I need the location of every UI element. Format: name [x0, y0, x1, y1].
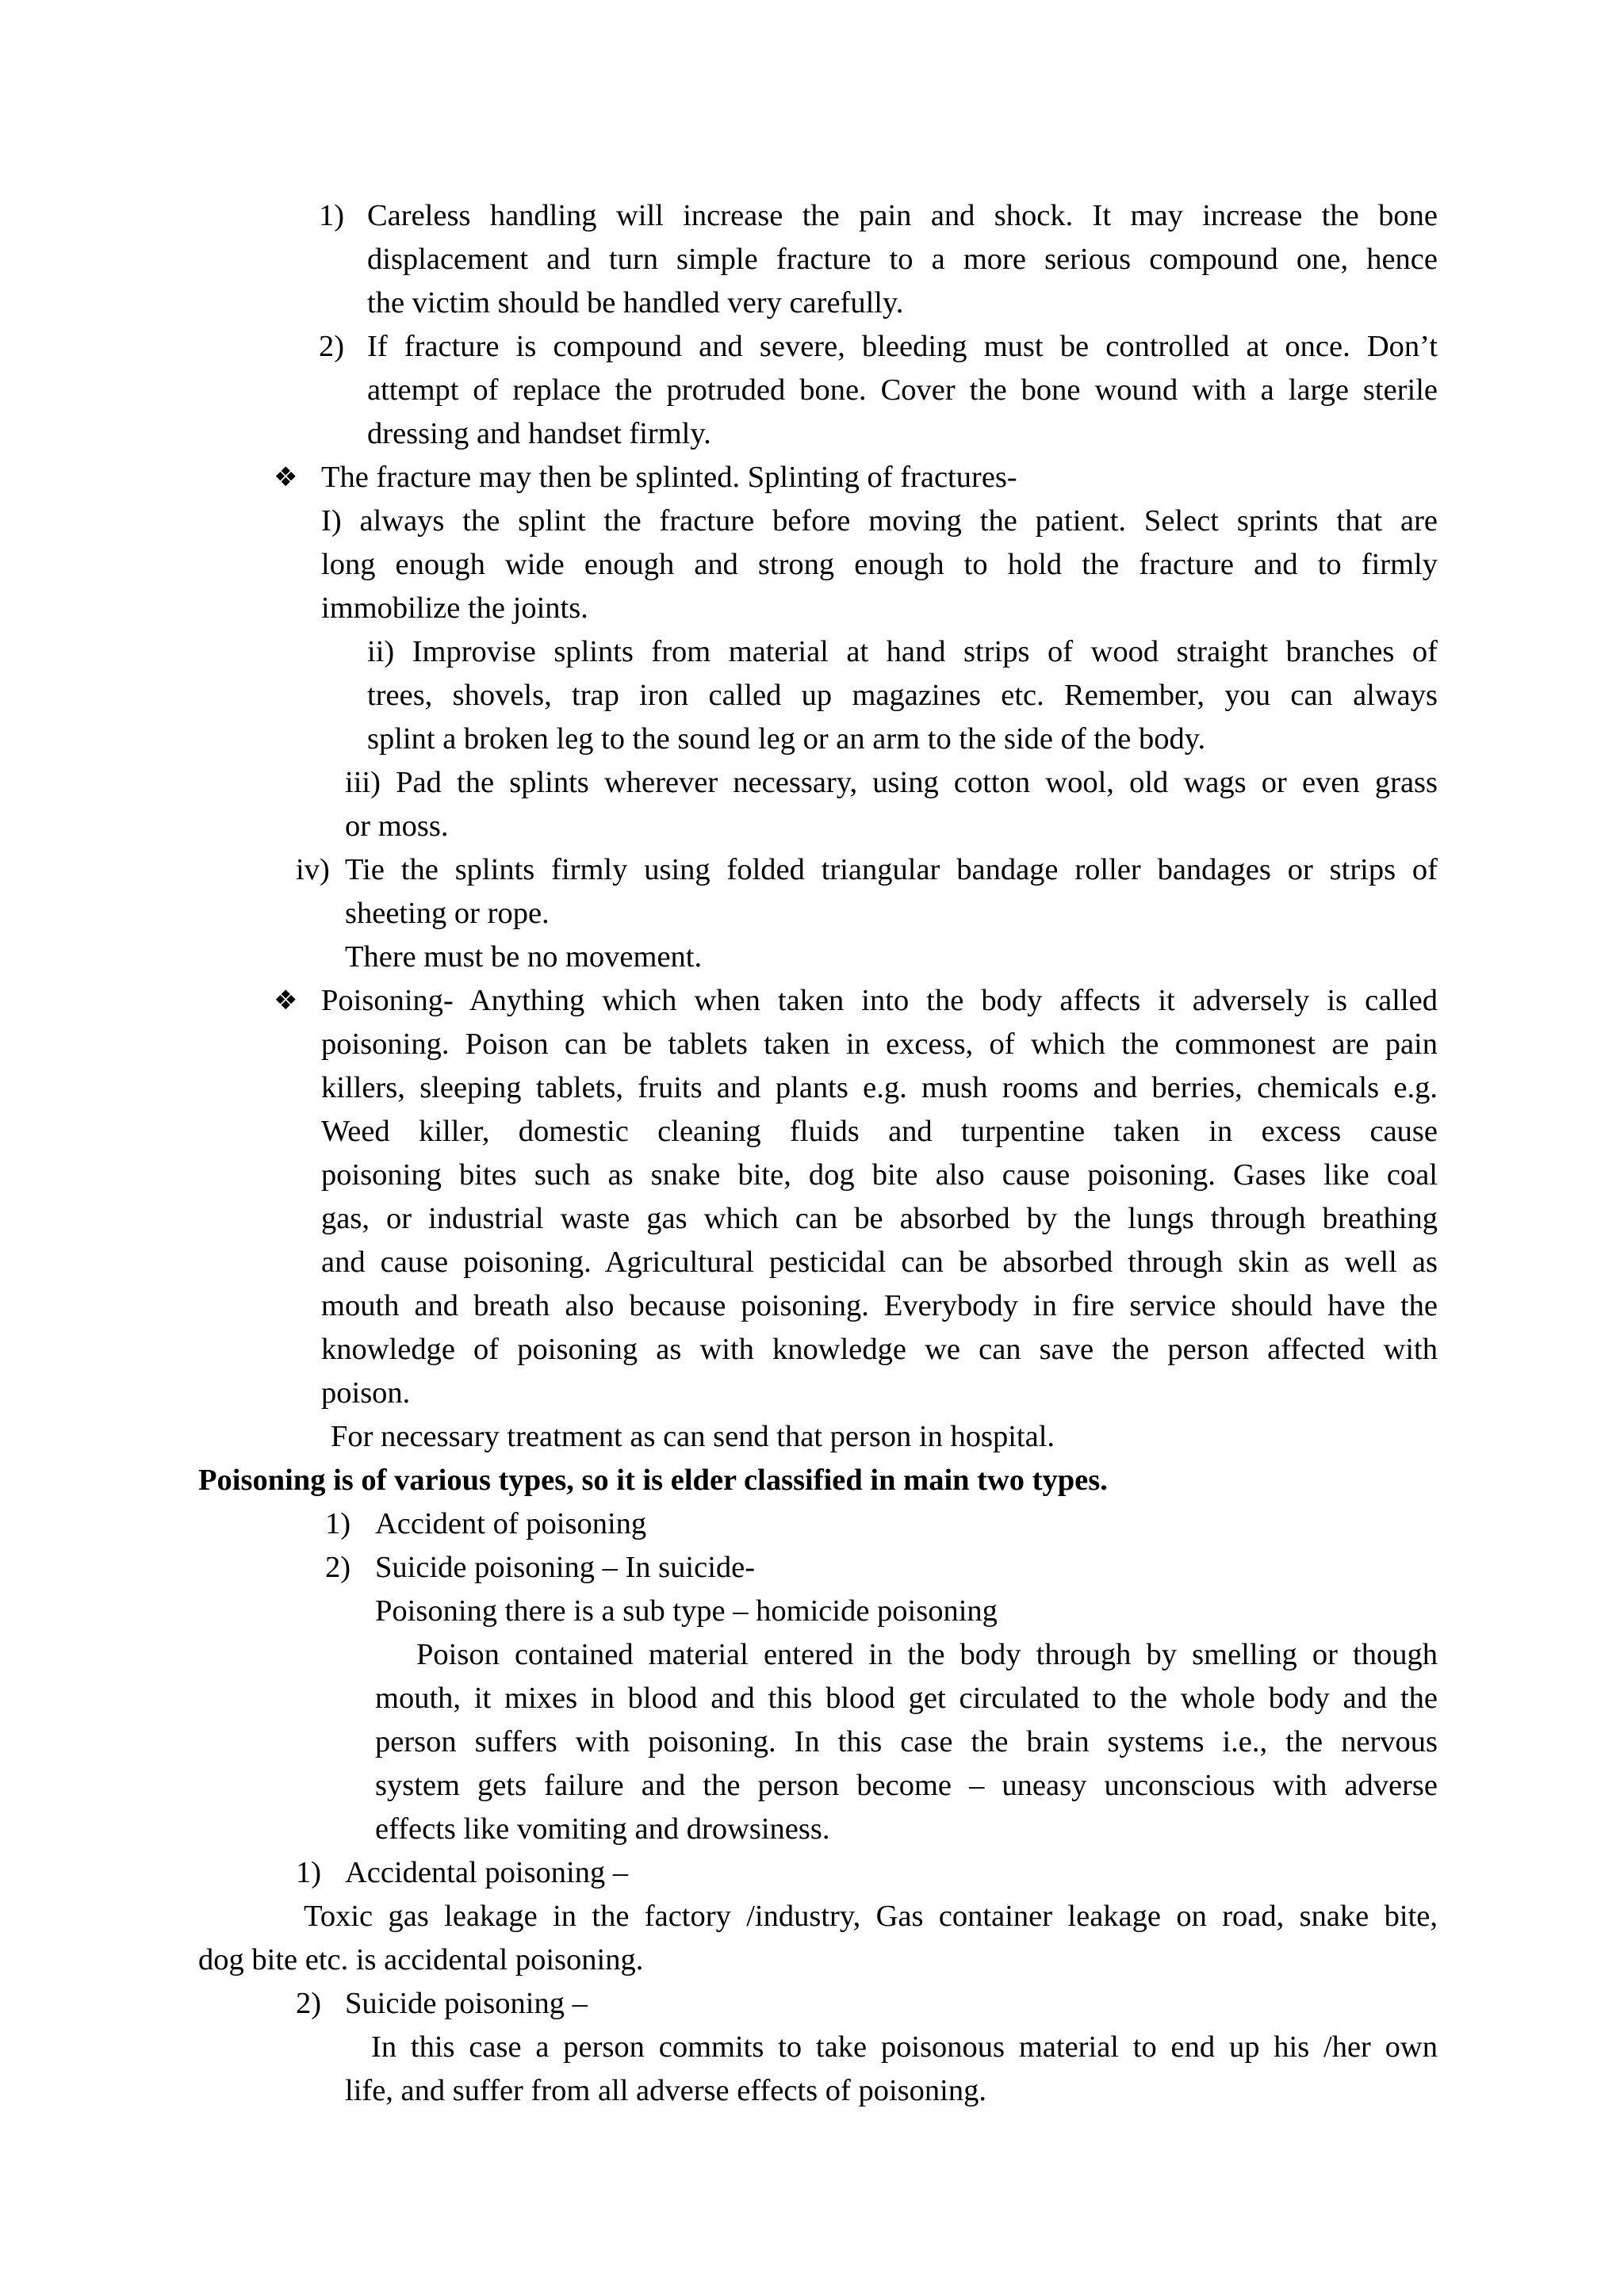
paragraph-line: If fracture is compound and severe, bleeding must be controlled at once. Don’t: [367, 330, 1438, 363]
list-number: 1): [325, 1507, 351, 1540]
paragraph-line: Poisoning there is a sub type – homicide poisoning: [375, 1594, 998, 1628]
list-item-text: Accident of poisoning: [375, 1507, 647, 1540]
paragraph-line: or moss.: [345, 809, 449, 843]
paragraph-line: dog bite etc. is accidental poisoning.: [198, 1943, 644, 1976]
list-number: 1): [296, 1856, 322, 1889]
paragraph-line: mouth and breath also because poisoning. Everybody in fire service should have the: [321, 1289, 1438, 1322]
paragraph-line: gas, or industrial waste gas which can be absorbed by the lungs through breathing: [321, 1202, 1438, 1235]
list-number: 2): [319, 330, 345, 363]
subsection-title: Suicide poisoning –: [345, 1987, 588, 2020]
paragraph-line: There must be no movement.: [345, 940, 703, 974]
paragraph-line: long enough wide enough and strong enough to hold the fracture and to firmly: [321, 548, 1438, 581]
paragraph-line: dressing and handset firmly.: [367, 417, 711, 450]
paragraph-line: the victim should be handled very carefully.: [367, 286, 904, 320]
diamond-bullet-icon: ❖: [274, 985, 298, 1016]
paragraph-line: I) always the splint the fracture before moving the patient. Select sprints that are: [321, 504, 1438, 538]
subsection-title: Accidental poisoning –: [345, 1856, 629, 1889]
paragraph-line: mouth, it mixes in blood and this blood get circulated to the whole body and the: [375, 1682, 1438, 1715]
paragraph-line: For necessary treatment as can send that person in hospital.: [331, 1420, 1055, 1453]
paragraph-line: effects like vomiting and drowsiness.: [375, 1812, 830, 1846]
paragraph-line: and cause poisoning. Agricultural pesticidal can be absorbed through skin as well as: [321, 1246, 1438, 1279]
paragraph-line: person suffers with poisoning. In this case the brain systems i.e., the nervous: [375, 1725, 1438, 1758]
paragraph-line: life, and suffer from all adverse effects of poisoning.: [345, 2074, 986, 2107]
paragraph-line: Poisoning- Anything which when taken into the body affects it adversely is called: [321, 984, 1438, 1017]
paragraph-line: iii) Pad the splints wherever necessary, using cotton wool, old wags or even grass: [345, 766, 1438, 799]
paragraph-line: attempt of replace the protruded bone. Cover the bone wound with a large sterile: [367, 373, 1438, 407]
paragraph-line: killers, sleeping tablets, fruits and plants e.g. mush rooms and berries, chemicals e.g.: [321, 1071, 1438, 1104]
list-number: iv): [296, 853, 330, 886]
paragraph-line: Careless handling will increase the pain and shock. It may increase the bone: [367, 199, 1438, 232]
list-number: 2): [296, 1987, 322, 2020]
paragraph-line: In this case a person commits to take poisonous material to end up his /her own: [371, 2030, 1438, 2064]
list-item-text: Suicide poisoning – In suicide-: [375, 1551, 756, 1584]
bold-heading: Poisoning is of various types, so it is elder classified in main two types.: [198, 1464, 1108, 1497]
list-number: 1): [319, 199, 345, 232]
paragraph-line: sheeting or rope.: [345, 897, 550, 930]
paragraph-line: displacement and turn simple fracture to a more serious compound one, hence: [367, 243, 1438, 276]
paragraph-line: Weed killer, domestic cleaning fluids and turpentine taken in excess cause: [321, 1115, 1438, 1148]
paragraph-line: Tie the splints firmly using folded triangular bandage roller bandages or strips of: [345, 853, 1438, 886]
paragraph-line: splint a broken leg to the sound leg or an arm to the side of the body.: [367, 722, 1206, 756]
list-number: 2): [325, 1551, 351, 1584]
paragraph-line: poisoning bites such as snake bite, dog bite also cause poisoning. Gases like coal: [321, 1158, 1438, 1192]
paragraph-line: immobilize the joints.: [321, 591, 588, 625]
paragraph-line: trees, shovels, trap iron called up magazines etc. Remember, you can always: [367, 679, 1438, 712]
section-heading: The fracture may then be splinted. Splinting of fractures-: [321, 461, 1017, 494]
paragraph-line: Poison contained material entered in the body through by smelling or though: [416, 1638, 1438, 1671]
paragraph-line: system gets failure and the person become – uneasy unconscious with adverse: [375, 1769, 1438, 1802]
paragraph-line: poison.: [321, 1376, 411, 1410]
diamond-bullet-icon: ❖: [274, 461, 298, 493]
paragraph-line: ii) Improvise splints from material at hand strips of wood straight branches of: [367, 635, 1438, 668]
paragraph-line: Toxic gas leakage in the factory /industry, Gas container leakage on road, snake bite,: [304, 1900, 1438, 1933]
paragraph-line: poisoning. Poison can be tablets taken in excess, of which the commonest are pain: [321, 1027, 1438, 1061]
paragraph-line: knowledge of poisoning as with knowledge we can save the person affected with: [321, 1333, 1438, 1366]
